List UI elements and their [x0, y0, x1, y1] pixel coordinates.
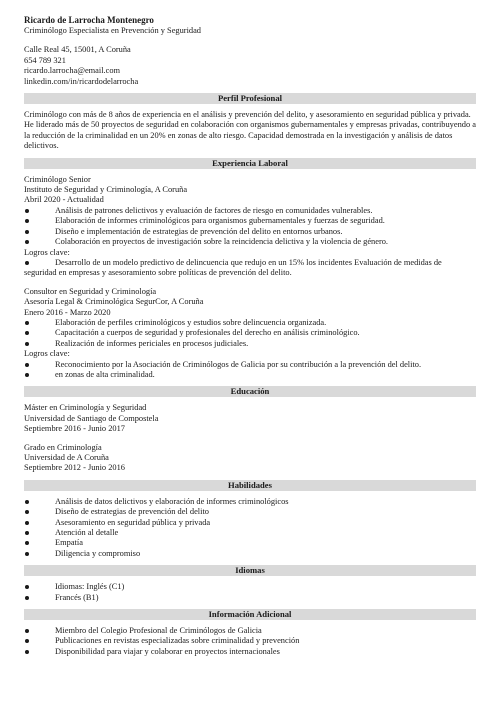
section-header-profile: Perfil Profesional	[24, 93, 476, 104]
list-item: Elaboración de perfiles criminológicos y estudios sobre delincuencia organizada.	[24, 318, 476, 328]
bullet-icon	[25, 531, 29, 535]
education-dates: Septiembre 2016 - Junio 2017	[24, 424, 125, 434]
job-company: Asesoría Legal & Criminológica SegurCor, A Coruña	[24, 297, 204, 307]
bullet-icon	[25, 261, 29, 265]
bullet-icon	[25, 363, 29, 367]
list-item: Francés (B1)	[24, 593, 476, 603]
bullet-icon	[25, 639, 29, 643]
list-item: Empatía	[24, 538, 476, 548]
bullet-icon	[25, 219, 29, 223]
list-item: Diligencia y compromiso	[24, 549, 476, 559]
section-header-additional: Información Adicional	[24, 609, 476, 620]
section-header-education: Educación	[24, 386, 476, 397]
bullet-icon	[25, 209, 29, 213]
job-company: Instituto de Seguridad y Criminología, A Coruña	[24, 185, 188, 195]
bullet-icon	[25, 331, 29, 335]
job-dates: Enero 2016 - Marzo 2020	[24, 307, 111, 317]
list-item: Colaboración en proyectos de investigación sobre la reincidencia delictiva y la violencia de género.	[24, 237, 476, 247]
list-item: en zonas de alta criminalidad.	[24, 370, 476, 380]
list-item: Miembro del Colegio Profesional de Criminólogos de Galicia	[24, 626, 476, 636]
bullet-icon	[25, 510, 29, 514]
list-item: Atención al detalle	[24, 528, 476, 538]
achievements-label: Logros clave:	[24, 349, 70, 359]
list-item: Diseño e implementación de estrategias de prevención del delito en entornos urbanos.	[24, 227, 476, 237]
job-task-list	[24, 318, 476, 349]
bullet-icon	[25, 585, 29, 589]
bullet-icon	[25, 342, 29, 346]
list-item: Publicaciones en revistas especializadas sobre criminalidad y prevención	[24, 636, 476, 646]
list-item: Asesoramiento en seguridad pública y privada	[24, 518, 476, 528]
section-header-languages: Idiomas	[24, 565, 476, 576]
list-item: Idiomas: Inglés (C1)	[24, 582, 476, 592]
degree-name: Grado en Criminología	[24, 442, 102, 452]
education-dates: Septiembre 2012 - Junio 2016	[24, 463, 125, 473]
bullet-icon	[25, 650, 29, 654]
list-item: Análisis de patrones delictivos y evaluación de factores de riesgo en comunidades vulnerables.	[24, 206, 476, 216]
school-name: Universidad de A Coruña	[24, 453, 109, 462]
contact-email[interactable]: ricardo.larrocha@email.com	[24, 66, 121, 76]
list-item: Capacitación a cuerpos de seguridad y profesionales del derecho en análisis criminológico.	[24, 328, 476, 338]
achievement-list	[24, 258, 476, 279]
contact-address: Calle Real 45, 15001, A Coruña	[24, 45, 131, 55]
section-header-experience: Experiencia Laboral	[24, 158, 476, 169]
achievements-label: Logros clave:	[24, 247, 70, 257]
bullet-icon	[25, 521, 29, 525]
languages-list	[24, 582, 476, 603]
bullet-icon	[25, 596, 29, 600]
school-name: Universidad de Santiago de Compostela	[24, 413, 159, 423]
bullet-icon	[25, 240, 29, 244]
achievement-list	[24, 360, 476, 381]
bullet-icon	[25, 629, 29, 633]
bullet-icon	[25, 552, 29, 556]
education-entry	[24, 403, 476, 434]
list-item: Desarrollo de un modelo predictivo de delincuencia que redujo en un 15% los incidentes Evaluación de medidas de seguridad en empresas y asesoramiento sobre políticas de prevención del delito.	[24, 257, 442, 278]
additional-info-list	[24, 626, 476, 657]
list-item: Análisis de datos delictivos y elaboración de informes criminológicos	[24, 497, 476, 507]
job-role: Consultor en Seguridad y Criminología	[24, 286, 157, 296]
bullet-icon	[25, 321, 29, 325]
education-entry	[24, 443, 476, 474]
candidate-name: Ricardo de Larrocha Montenegro	[24, 15, 154, 25]
experience-entry	[24, 287, 476, 381]
bullet-icon	[25, 230, 29, 234]
job-dates: Abril 2020 - Actualidad	[24, 195, 104, 205]
contact-phone: 654 789 321	[24, 55, 66, 65]
list-item: Elaboración de informes criminológicos para organismos gubernamentales y fuerzas de seguridad.	[24, 216, 476, 226]
experience-entry	[24, 175, 476, 279]
candidate-title: Criminólogo Especialista en Prevención y Seguridad	[24, 26, 201, 35]
job-role: Criminólogo Senior	[24, 174, 91, 184]
bullet-icon	[25, 373, 29, 377]
list-item: Disponibilidad para viajar y colaborar en proyectos internacionales	[24, 647, 476, 657]
bullet-icon	[25, 541, 29, 545]
list-item: Realización de informes periciales en procesos judiciales.	[24, 339, 476, 349]
list-item: Diseño de estrategias de prevención del delito	[24, 507, 476, 517]
section-header-skills: Habilidades	[24, 480, 476, 491]
skills-list	[24, 497, 476, 559]
profile-summary: Criminólogo con más de 8 años de experiencia en el análisis y prevención del delito, y asesoramiento en seguridad pública y privada. He liderado más de 50 proyectos de seguridad en colaboración con organismos gubernamentales y empresas privadas, contribuyendo a la reducción de la criminalidad en un 20% en zonas de alto riesgo. Capacidad demostrada en la investigación y análisis de datos delictivos.	[24, 110, 476, 151]
job-task-list	[24, 206, 476, 248]
bullet-icon	[25, 500, 29, 504]
contact-linkedin[interactable]: linkedin.com/in/ricardodelarrocha	[24, 76, 139, 86]
degree-name: Máster en Criminología y Seguridad	[24, 403, 147, 413]
list-item: Reconocimiento por la Asociación de Criminólogos de Galicia por su contribución a la prevención del delito.	[24, 360, 476, 370]
